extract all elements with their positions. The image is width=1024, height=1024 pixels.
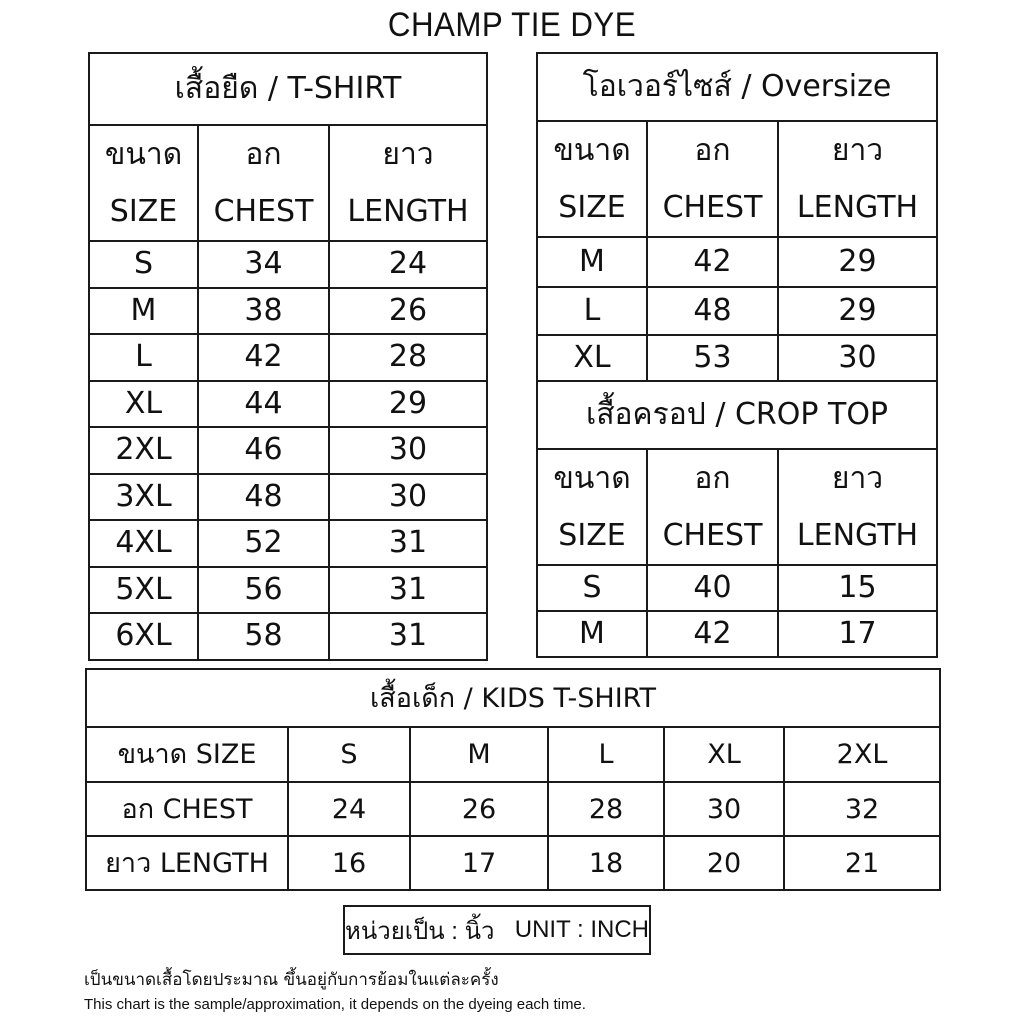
chest-cell: 38 — [198, 288, 329, 335]
length-cell: 31 — [329, 613, 487, 660]
kids-heading: เสื้อเด็ก / KIDS T-SHIRT — [86, 669, 940, 727]
chest-header — [647, 121, 778, 237]
length-cell: 30 — [329, 427, 487, 474]
kids-size-cell: S — [288, 727, 410, 782]
kids-length-cell: 18 — [548, 836, 664, 890]
tshirt-column-headers — [89, 125, 487, 241]
length-cell: 29 — [778, 287, 937, 335]
size-cell: 5XL — [89, 567, 198, 614]
length-cell: 28 — [329, 334, 487, 381]
chest-cell: 52 — [198, 520, 329, 567]
chest-cell: 40 — [647, 565, 778, 611]
length-cell: 29 — [778, 237, 937, 287]
length-cell: 30 — [329, 474, 487, 521]
croptop-column-headers — [537, 449, 937, 565]
chest-header-en: CHEST — [213, 194, 314, 229]
table-row — [89, 474, 487, 521]
length-header — [329, 125, 487, 241]
length-cell: 31 — [329, 520, 487, 567]
kids-chest-cell: 28 — [548, 782, 664, 836]
kids-chest-cell: 26 — [410, 782, 548, 836]
chest-header-th: อก — [245, 137, 282, 172]
chest-cell: 44 — [198, 381, 329, 428]
chest-header-th: อก — [694, 133, 731, 168]
kids-size-table — [85, 668, 941, 891]
kids-length-row — [86, 836, 940, 890]
chest-cell: 56 — [198, 567, 329, 614]
kids-size-cell: 2XL — [784, 727, 940, 782]
kids-size-row — [86, 727, 940, 782]
chest-cell: 42 — [647, 237, 778, 287]
length-header — [778, 449, 937, 565]
table-row — [89, 520, 487, 567]
kids-length-cell: 21 — [784, 836, 940, 890]
kids-size-cell: M — [410, 727, 548, 782]
kids-length-label: ยาว LENGTH — [86, 836, 288, 890]
size-cell: 6XL — [89, 613, 198, 660]
kids-chest-cell: 32 — [784, 782, 940, 836]
table-row — [537, 237, 937, 287]
size-cell: M — [537, 237, 647, 287]
chest-header — [647, 449, 778, 565]
table-row — [537, 335, 937, 381]
chest-cell: 53 — [647, 335, 778, 381]
length-header — [778, 121, 937, 237]
length-header-th: ยาว — [382, 137, 434, 172]
page-title: CHAMP TIE DYE — [387, 6, 637, 44]
chest-header-en: CHEST — [662, 190, 763, 225]
kids-size-label: ขนาด SIZE — [86, 727, 288, 782]
kids-chest-cell: 30 — [664, 782, 784, 836]
tshirt-heading: เสื้อยืด / T-SHIRT — [89, 53, 487, 125]
table-row — [537, 611, 937, 657]
table-row — [89, 567, 487, 614]
note-english: This chart is the sample/approximation, it depends on the dyeing each time. — [84, 996, 586, 1013]
length-header-th: ยาว — [831, 461, 884, 496]
oversize-size-table — [536, 52, 938, 382]
size-header-en: SIZE — [558, 190, 626, 225]
length-cell: 29 — [329, 381, 487, 428]
size-cell: L — [537, 287, 647, 335]
chest-cell: 34 — [198, 241, 329, 288]
unit-thai: หน่วยเป็น : นิ้ว — [345, 917, 495, 945]
length-cell: 30 — [778, 335, 937, 381]
length-header-th: ยาว — [831, 133, 884, 168]
croptop-heading: เสื้อครอป / CROP TOP — [537, 381, 937, 449]
table-row — [89, 381, 487, 428]
chest-header-en: CHEST — [662, 518, 763, 553]
length-cell: 15 — [778, 565, 937, 611]
size-cell: S — [537, 565, 647, 611]
size-header-th: ขนาด — [553, 461, 631, 496]
table-row — [537, 287, 937, 335]
length-cell: 31 — [329, 567, 487, 614]
size-cell: 2XL — [89, 427, 198, 474]
table-row — [89, 334, 487, 381]
size-header — [537, 121, 647, 237]
chest-cell: 48 — [198, 474, 329, 521]
length-header-en: LENGTH — [347, 194, 469, 229]
size-header — [89, 125, 198, 241]
kids-chest-cell: 24 — [288, 782, 410, 836]
kids-length-cell: 20 — [664, 836, 784, 890]
size-cell: L — [89, 334, 198, 381]
chest-cell: 42 — [198, 334, 329, 381]
tshirt-size-table — [88, 52, 488, 661]
chest-cell: 46 — [198, 427, 329, 474]
table-row — [89, 427, 487, 474]
length-header-en: LENGTH — [796, 518, 919, 553]
chest-cell: 58 — [198, 613, 329, 660]
size-cell: XL — [89, 381, 198, 428]
kids-size-cell: XL — [664, 727, 784, 782]
length-cell: 17 — [778, 611, 937, 657]
chest-cell: 48 — [647, 287, 778, 335]
chest-header — [198, 125, 329, 241]
table-row — [89, 241, 487, 288]
size-header-th: ขนาด — [553, 133, 631, 168]
note-thai: เป็นขนาดเสื้อโดยประมาณ ขึ้นอยู่กับการย้อมในแต่ละครั้ง — [84, 970, 499, 990]
kids-chest-row — [86, 782, 940, 836]
croptop-size-table — [536, 380, 938, 658]
kids-length-cell: 16 — [288, 836, 410, 890]
table-row — [89, 288, 487, 335]
chest-header-th: อก — [694, 461, 731, 496]
table-row — [89, 613, 487, 660]
size-cell: M — [537, 611, 647, 657]
kids-length-cell: 17 — [410, 836, 548, 890]
length-cell: 26 — [329, 288, 487, 335]
length-header-en: LENGTH — [796, 190, 919, 225]
oversize-column-headers — [537, 121, 937, 237]
unit-box — [343, 905, 651, 955]
size-cell: S — [89, 241, 198, 288]
size-cell: M — [89, 288, 198, 335]
size-header — [537, 449, 647, 565]
chest-cell: 42 — [647, 611, 778, 657]
size-header-en: SIZE — [109, 194, 178, 229]
size-cell: XL — [537, 335, 647, 381]
size-cell: 4XL — [89, 520, 198, 567]
size-header-en: SIZE — [558, 518, 626, 553]
table-row — [537, 565, 937, 611]
kids-size-cell: L — [548, 727, 664, 782]
oversize-heading: โอเวอร์ไซส์ / Oversize — [537, 53, 937, 121]
unit-english: UNIT : INCH — [514, 916, 649, 943]
size-header-th: ขนาด — [104, 137, 183, 172]
length-cell: 24 — [329, 241, 487, 288]
kids-chest-label: อก CHEST — [86, 782, 288, 836]
size-cell: 3XL — [89, 474, 198, 521]
